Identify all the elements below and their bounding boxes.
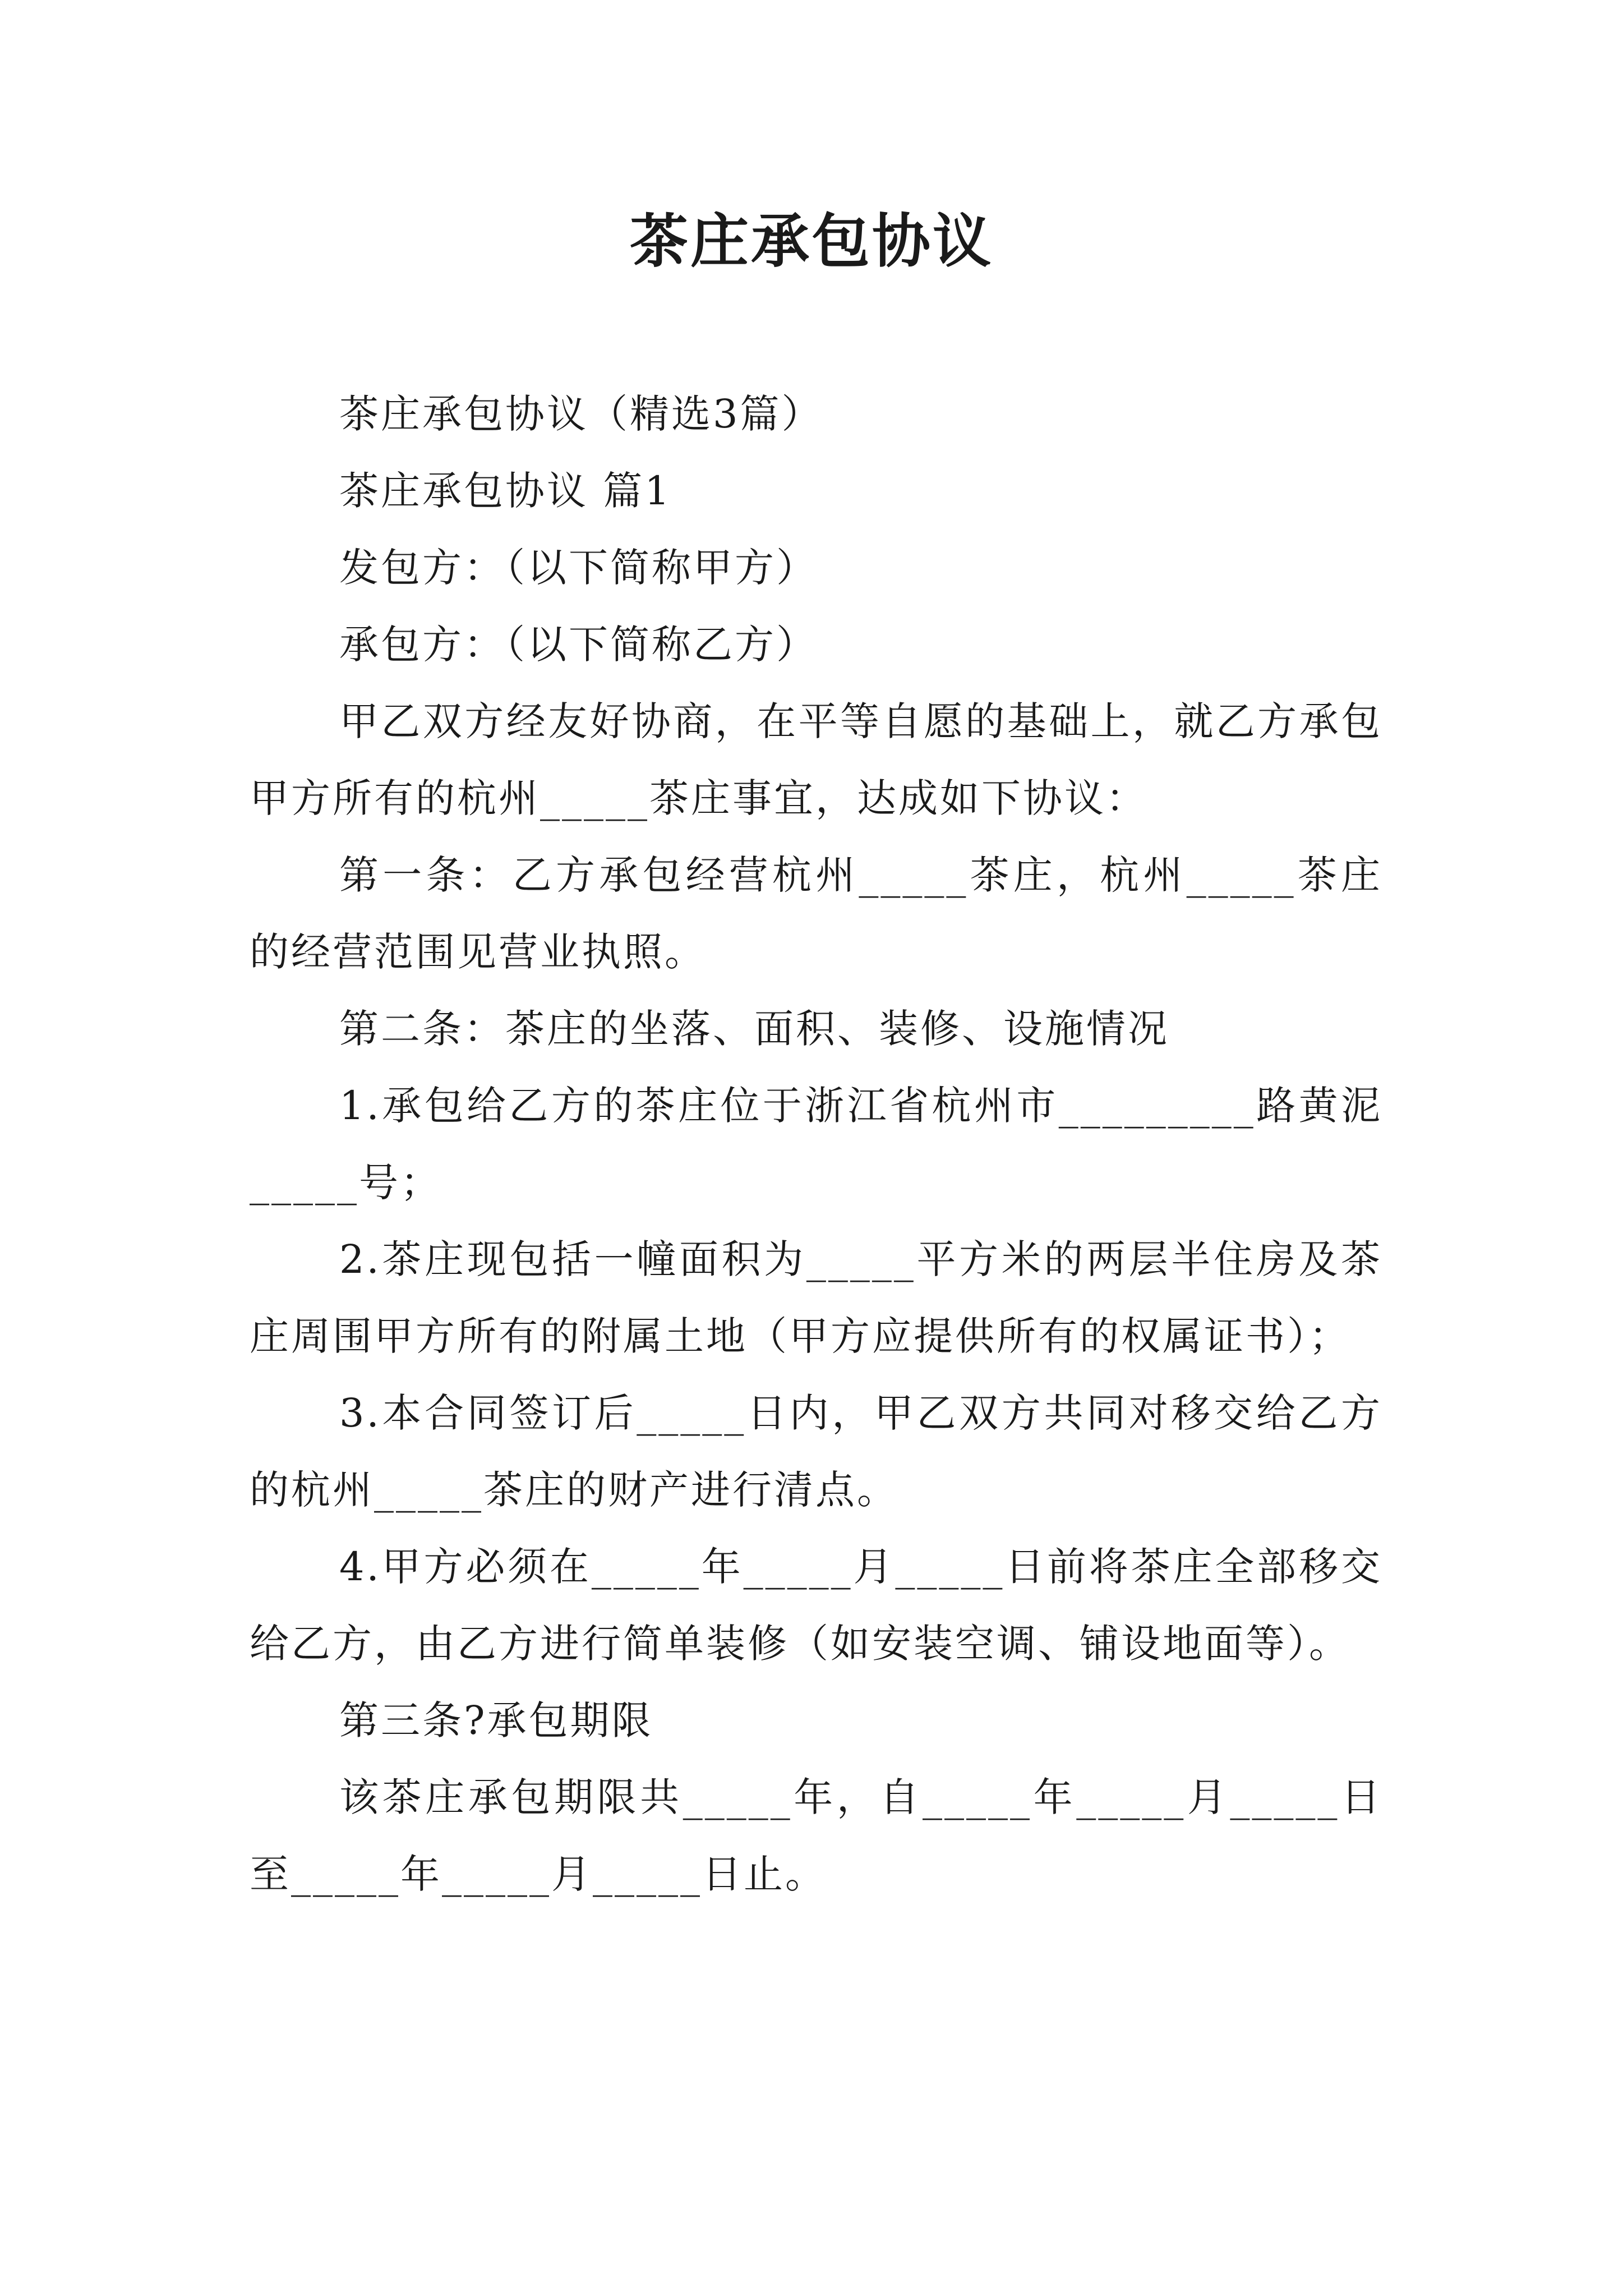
paragraph-article-1: 第一条：乙方承包经营杭州_____茶庄，杭州_____茶庄的经营范围见营业执照。 (250, 852, 1382, 975)
document-title: 茶庄承包协议 (629, 206, 993, 275)
paragraph-article-2-item-1: 1.承包给乙方的茶庄位于浙江省杭州市_________路黄泥_____号； (250, 1083, 1382, 1205)
paragraph-article-2-heading: 第二条：茶庄的坐落、面积、装修、设施情况 (339, 1006, 1169, 1052)
paragraph-part-heading: 茶庄承包协议 篇1 (339, 468, 672, 514)
paragraph-subtitle: 茶庄承包协议（精选3篇） (339, 391, 823, 437)
paragraph-article-2-item-4: 4.甲方必须在_____年_____月_____日前将茶庄全部移交给乙方，由乙方进行简单装修（如安装空调、铺设地面等）。 (250, 1544, 1382, 1667)
paragraph-preamble: 甲乙双方经友好协商，在平等自愿的基础上，就乙方承包甲方所有的杭州_____茶庄事宜，达成如下协议： (250, 698, 1382, 821)
paragraph-article-2-item-3: 3.本合同签订后_____日内，甲乙双方共同对移交给乙方的杭州_____茶庄的财产进行清点。 (250, 1390, 1382, 1513)
paragraph-article-2-item-2: 2.茶庄现包括一幢面积为_____平方米的两层半住房及茶庄周围甲方所有的附属土地（甲方应提供所有的权属证书）； (250, 1236, 1382, 1359)
paragraph-article-3-term: 该茶庄承包期限共_____年，自_____年_____月_____日至_____年_____月_____日止。 (250, 1774, 1382, 1897)
paragraph-party-a: 发包方：（以下简称甲方） (339, 545, 818, 591)
document-body (250, 376, 1382, 1913)
paragraph-party-b: 承包方：（以下简称乙方） (339, 622, 818, 668)
paragraph-article-3-heading: 第三条?承包期限 (339, 1697, 653, 1743)
